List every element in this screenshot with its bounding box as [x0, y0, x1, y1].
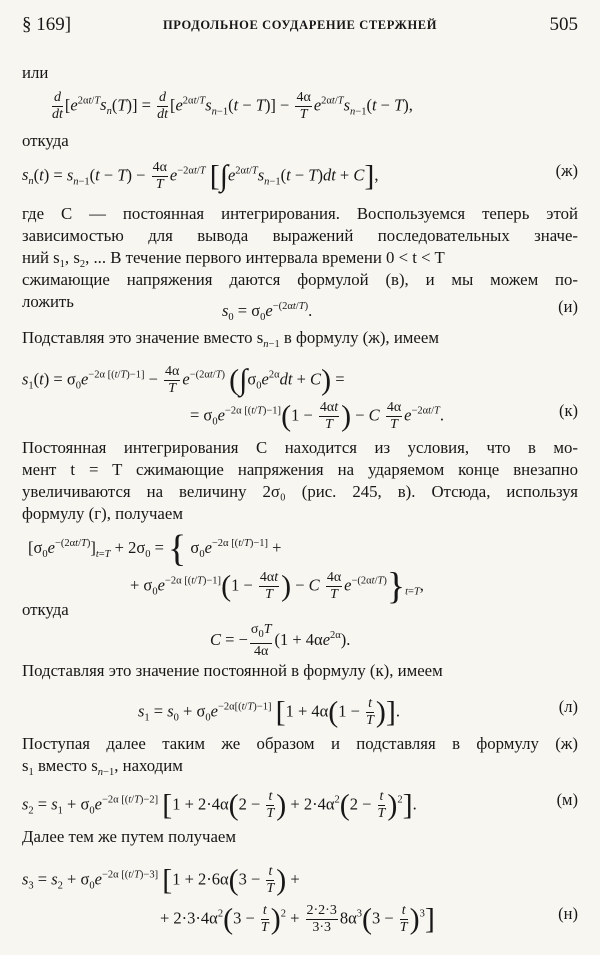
equation-zh: $s_n(t) = s_{n-1}(t - T)$ − $\frac{4\alpha}{T}$ $e^{-2\alpha t/T}$ $[\int e^{2\alpha t/T}s_{n-1}(t - T)dt + C]$, (ж)	[22, 159, 578, 193]
equation-derivative: $\frac{d}{dt}$ $[e^{2\alpha t/T}s_n(T)]$ = $\frac{d}{dt}$ $[e^{2\alpha t/T}s_{n-1}(t - T)]$ − $\frac{4\alpha}{T}$ $e^{2\alpha t/T}s_{n-1}(t - T)$,	[52, 90, 413, 122]
text-fragment: Подставляя это значение вместо s	[22, 328, 264, 347]
paragraph-1-line-2: зависимостью для вывода выражений последовательных значе-	[22, 226, 578, 245]
text-otkuda-1: откуда	[22, 131, 69, 150]
equation-label-zh: (ж)	[555, 161, 578, 180]
chapter-title: ПРОДОЛЬНОЕ СОУДАРЕНИЕ СТЕРЖНЕЙ	[162, 18, 438, 32]
equation-label-n: (н)	[558, 904, 578, 923]
text-fragment: s	[22, 756, 29, 775]
equation-label-k: (к)	[558, 401, 578, 420]
equation-n-line-2: + $2\cdot 3\cdot 4\alpha^2(3$ − $\frac{t}{T}$ )$^2$ + $\frac{2\cdot 2\cdot 3}{3\cdot 3}$ $8\alpha^3(3$ − $\frac{t}{T}$ )$^3$]	[160, 902, 435, 936]
equation-l: $s_1 = s_0 + \sigma_0e^{-2\alpha[(t/T)-1]}$ [1 + 4α(1 − $\frac{t}{T}$ )].	[138, 695, 401, 729]
paragraph-1-line-4: сжимающие напряжения даются формулой (в), и мы можем по-	[22, 270, 578, 289]
equation-label-l: (л)	[558, 697, 578, 716]
text-fragment: , находим	[114, 756, 183, 775]
paragraph-2: Подставляя это значение вместо $s_{n-1}$ в формулу (ж), имеем	[22, 328, 439, 350]
equation-label-m: (м)	[556, 790, 578, 809]
equation-label-i: (и)	[558, 297, 578, 316]
equation-k-line-2: = $\sigma_0e^{-2\alpha [(t/T)-1]}(1$ − $\frac{4\alpha t}{T}$ ) − C $\frac{4\alpha}{T}$ $e^{-2\alpha t/T}$.	[190, 399, 444, 433]
text-otkuda-2: откуда	[22, 600, 69, 619]
paragraph-5-line-2: $s_1$ вместо $s_{n-1}$, находим	[22, 756, 183, 778]
paragraph-1-line-1: где C — постоянная интегрирования. Воспользуемся теперь этой	[22, 204, 578, 223]
book-page: § 169] ПРОДОЛЬНОЕ СОУДАРЕНИЕ СТЕРЖНЕЙ 505 или $\frac{d}{dt}$ $[e^{2\alpha t/T}s_n(T)]$ = $\frac{d}{dt}$ $[e^{2\alpha t/T}s_{n-1}(t - T)]$ − $\frac{4\alpha}{T}$ $e^{2\alpha t/T}s_{n-1}(t - T)$, откуда $s_n(t) = s_{n-1}(t - T)$ − $\frac{4\alpha}{T}$ $e^{-2\alpha t/T}$ $[\int e^{2\alpha t/T}s_{n-1}(t - T)dt + C]$, (ж) где C — постоянная интегрирования. Воспользуемся теперь этой зависимостью для вывода выражений последовательных значе- ний $s_1$, $s_2$, ... В течение первого интервала времени 0 < t < T сжимающие напряжения даются формулой (в), и мы можем по- ложить $s_0 = \sigma_0e^{-(2\alpha t/T)}$. (и) Подставляя это значение вместо $s_{n-1}$ в формулу (ж), имеем $s_1(t) = \sigma_0e^{-2\alpha [(t/T)-1]}$ − $\frac{4\alpha}{T}$ $e^{-(2\alpha t/T)}$ $(\int\sigma_0e^{2\alpha}dt + C)$ = = $\sigma_0e^{-2\alpha [(t/T)-1]}(1$ − $\frac{4\alpha t}{T}$ ) − C $\frac{4\alpha}{T}$ $e^{-2\alpha t/T}$. (к) Постоянная интегрирования C находится из условия, что в мо- мент t = T сжимающие напряжения на ударяемом конце внезапно увеличиваются на величину 2σ₀ (рис. 245, в). Отсюда, используя формулу (г), получаем $[\sigma_0e^{-(2\alpha t/T)}]_{t=T} + 2\sigma_0$ = { $\sigma_0e^{-2\alpha [(t/T)-1]}$ + + $\sigma_0e^{-2\alpha [(t/T)-1]}(1$ − $\frac{4\alpha t}{T}$ ) − C $\frac{4\alpha}{T}$ $e^{-(2\alpha t/T)}\}_{t=T}$, откуда C = − $\frac{\sigma_0T}{4\alpha}$ $(1 + 4\alpha e^{2\alpha})$. Подставляя это значение постоянной в формулу (к), имеем $s_1 = s_0 + \sigma_0e^{-2\alpha[(t/T)-1]}$ [1 + 4α(1 − $\frac{t}{T}$ )]. (л) Поступая далее таким же образом и подставляя в формулу (ж) $s_1$ вместо $s_{n-1}$, находим $s_2 = s_1 + \sigma_0e^{-2\alpha [(t/T)-2]}$ [1 + 2·4α(2 − $\frac{t}{T}$ ) + $2\cdot 4\alpha^2(2$ − $\frac{t}{T}$ )$^2$]. (м) Далее тем же путем получаем $s_3 = s_2 + \sigma_0e^{-2\alpha [(t/T)-3]}$ [1 + 2·6α(3 − $\frac{t}{T}$ ) + + $2\cdot 3\cdot 4\alpha^2(3$ − $\frac{t}{T}$ )$^2$ + $\frac{2\cdot 2\cdot 3}{3\cdot 3}$ $8\alpha^3(3$ − $\frac{t}{T}$ )$^3$] (н)	[22, 14, 578, 936]
equation-n-line-1: $s_3 = s_2 + \sigma_0e^{-2\alpha [(t/T)-3]}$ [1 + 2·6α(3 − $\frac{t}{T}$ ) +	[22, 863, 300, 897]
paragraph-6: Далее тем же путем получаем	[22, 827, 236, 846]
paragraph-4: Подставляя это значение постоянной в формулу (к), имеем	[22, 661, 443, 680]
text-fragment: , s	[64, 248, 80, 267]
equation-boundary-line-1: $[\sigma_0e^{-(2\alpha t/T)}]_{t=T} + 2\sigma_0$ = { $\sigma_0e^{-2\alpha [(t/T)-1]}$ +	[28, 528, 282, 571]
text-ili: или	[22, 63, 49, 82]
paragraph-3-line-2: мент t = T сжимающие напряжения на ударяемом конце внезапно	[22, 460, 578, 479]
equation-boundary-line-2: + $\sigma_0e^{-2\alpha [(t/T)-1]}(1$ − $\frac{4\alpha t}{T}$ ) − C $\frac{4\alpha}{T}$ $e^{-(2\alpha t/T)}\}_{t=T}$,	[130, 565, 424, 608]
paragraph-3-line-1: Постоянная интегрирования C находится из условия, что в мо-	[22, 438, 578, 457]
text-fragment: ний s	[22, 248, 60, 267]
paragraph-1-line-3: ний $s_1$, $s_2$, ... В течение первого интервала времени 0 < t < T	[22, 248, 445, 270]
paragraph-3-line-3: увеличиваются на величину 2σ₀ (рис. 245, в). Отсюда, используя	[22, 482, 578, 501]
equation-m: $s_2 = s_1 + \sigma_0e^{-2\alpha [(t/T)-2]}$ [1 + 2·4α(2 − $\frac{t}{T}$ ) + $2\cdot 4\alpha^2(2$ − $\frac{t}{T}$ )$^2$]. (м)	[22, 788, 578, 822]
running-header	[22, 14, 578, 38]
section-number: § 169]	[22, 14, 72, 35]
equation-constant-c: C = − $\frac{\sigma_0T}{4\alpha}$ $(1 + 4\alpha e^{2\alpha})$.	[210, 622, 351, 659]
text-fragment: вместо s	[33, 756, 98, 775]
equation-k-line-1: $s_1(t) = \sigma_0e^{-2\alpha [(t/T)-1]}$ − $\frac{4\alpha}{T}$ $e^{-(2\alpha t/T)}$ $(\int\sigma_0e^{2\alpha}dt + C)$ =	[22, 363, 345, 397]
page-number: 505	[549, 14, 578, 35]
text-fragment: в формулу (ж), имеем	[279, 328, 439, 347]
paragraph-1-line-5: ложить	[22, 292, 74, 311]
paragraph-5-line-1: Поступая далее таким же образом и подставляя в формулу (ж)	[22, 734, 578, 753]
text-fragment: , ... В течение первого интервала времени 0 < t < T	[85, 248, 445, 267]
paragraph-3-line-4: формулу (г), получаем	[22, 504, 183, 523]
